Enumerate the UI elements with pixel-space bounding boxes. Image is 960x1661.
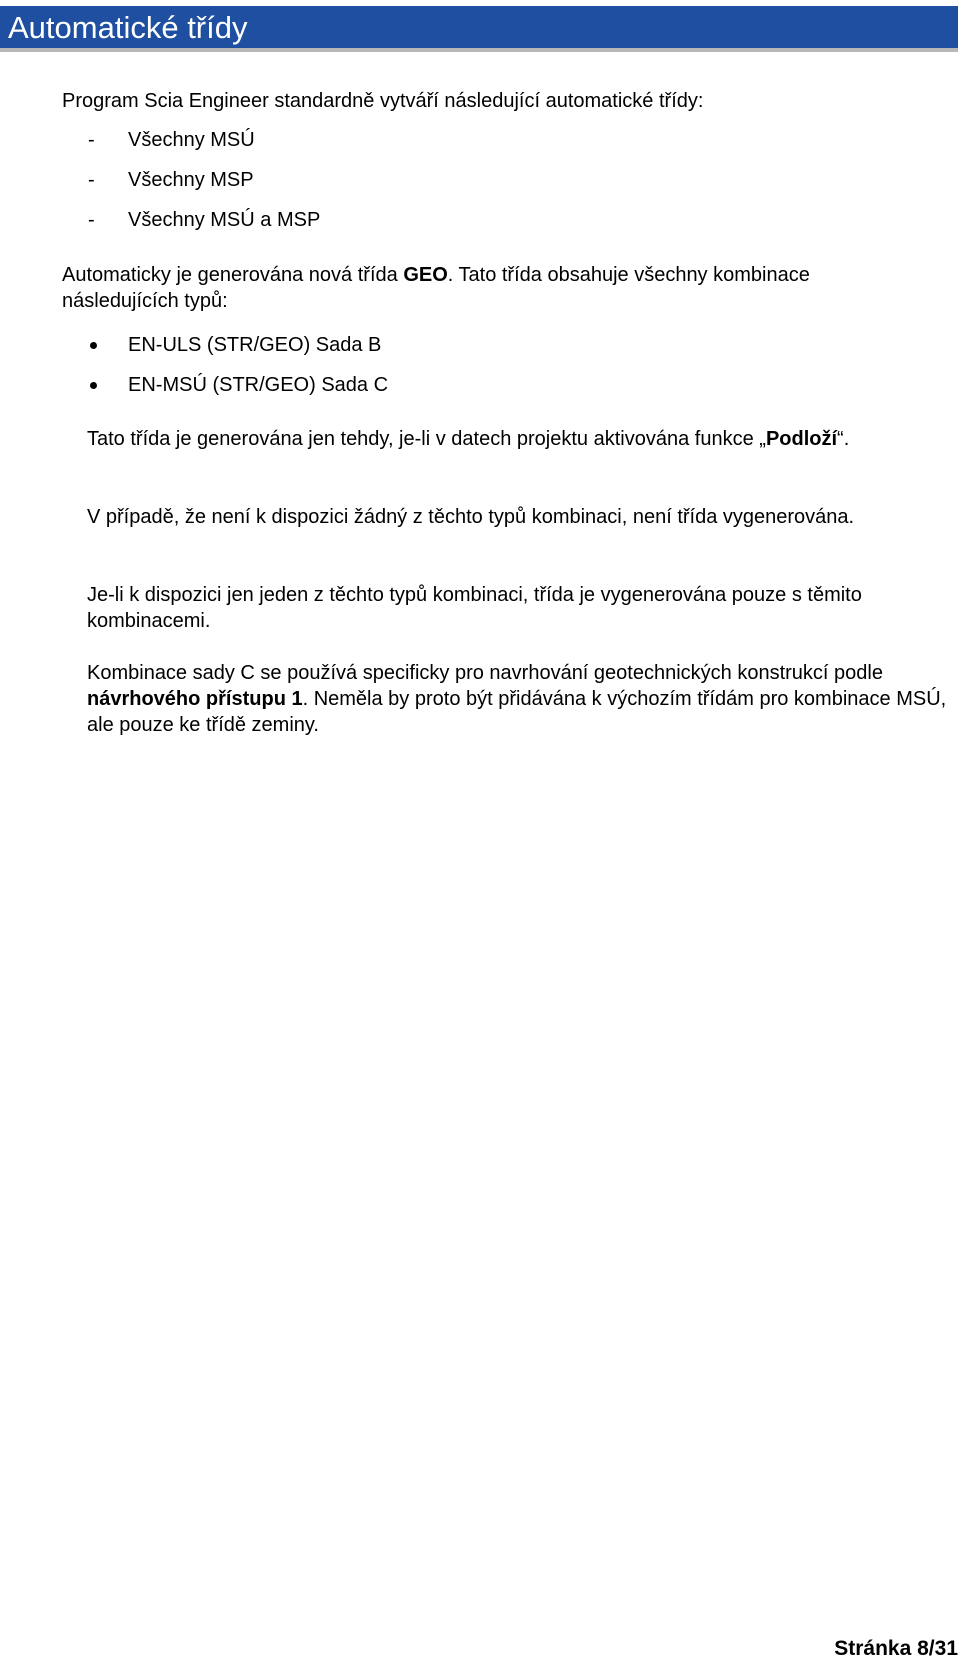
subsoil-function-name: Podloží bbox=[765, 428, 838, 450]
page-number: Stránka 8/31 bbox=[834, 1637, 958, 1660]
dash-item: Všechny MSÚ bbox=[128, 129, 255, 151]
paragraph-subsoil: Tato třída je generována jen tehdy, je-li v datech projektu aktivována funkce „Podloží“. bbox=[87, 428, 850, 450]
geo-paragraph-line1: Automaticky je generována nová třída GEO. Tato třída obsahuje všechny kombinace bbox=[62, 264, 810, 286]
dash-marker: - bbox=[88, 209, 95, 231]
design-approach-name: návrhového přístupu 1 bbox=[87, 688, 303, 710]
dash-marker: - bbox=[88, 169, 95, 191]
bullet-icon bbox=[90, 382, 97, 389]
dash-item: Všechny MSÚ a MSP bbox=[128, 209, 321, 231]
section-header-bar bbox=[0, 6, 958, 52]
geo-paragraph-line2: následujících typů: bbox=[62, 290, 228, 312]
dash-item: Všechny MSP bbox=[128, 169, 254, 191]
paragraph-one-type: Je-li k dispozici jen jeden z těchto typů kombinaci, třída je vygenerována pouze s těmito kombinacemi. bbox=[87, 584, 862, 632]
geo-class-name: GEO bbox=[403, 264, 448, 286]
bullet-icon bbox=[90, 342, 97, 349]
intro-text: Program Scia Engineer standardně vytváří následující automatické třídy: bbox=[62, 90, 704, 112]
bullet-item: EN-ULS (STR/GEO) Sada B bbox=[128, 334, 382, 356]
section-title: Automatické třídy bbox=[8, 10, 248, 45]
dash-marker: - bbox=[88, 129, 95, 151]
paragraph-no-types: V případě, že není k dispozici žádný z těchto typů kombinaci, není třída vygenerována. bbox=[87, 506, 855, 528]
paragraph-set-c: Kombinace sady C se používá specificky pro navrhování geotechnických konstrukcí podle návrhového přístupu 1. Neměla by proto být přidávána k výchozím třídám pro kombinace MSÚ, ale pouze ke třídě zeminy. bbox=[87, 662, 947, 736]
bullet-item: EN-MSÚ (STR/GEO) Sada C bbox=[128, 374, 389, 396]
